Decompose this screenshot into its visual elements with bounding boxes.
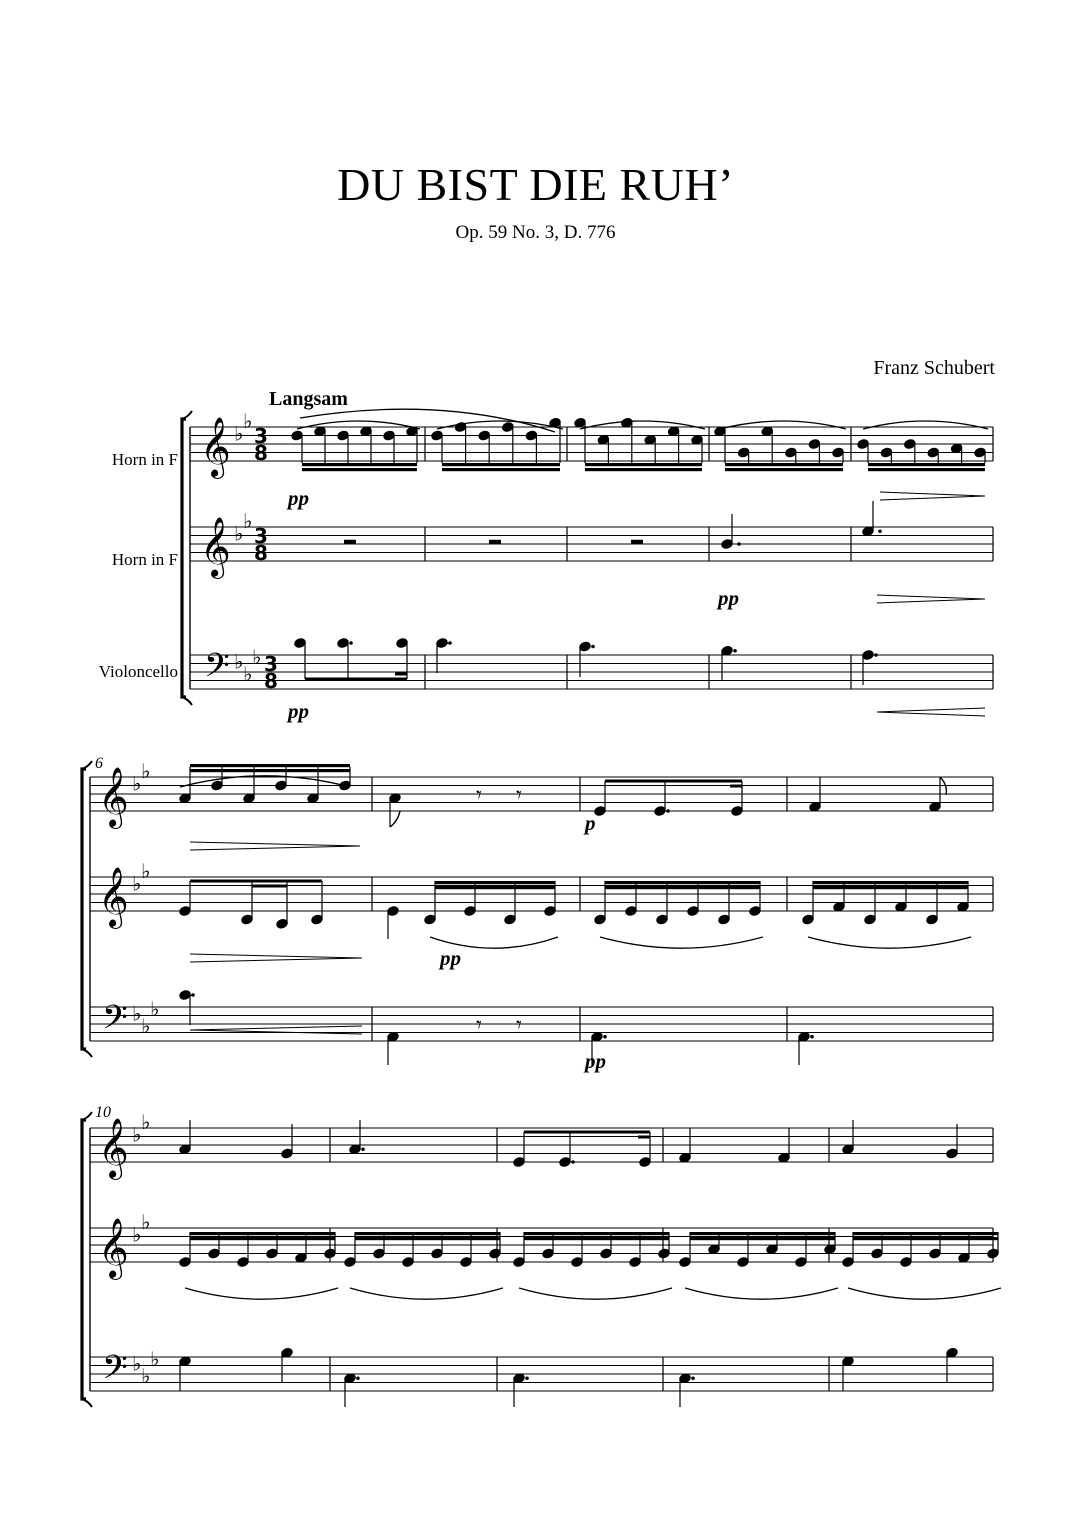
eighth-rest: 𝄾 <box>516 1013 522 1038</box>
note-head <box>880 447 892 458</box>
phrase-slur <box>300 409 555 432</box>
beam <box>355 1237 500 1240</box>
slur <box>863 421 988 429</box>
note-head <box>396 638 408 649</box>
time-sig-top: 3 <box>254 424 268 448</box>
flat-sign: ♭ <box>141 1110 151 1134</box>
note-head <box>900 1257 912 1268</box>
augmentation-dot <box>810 1035 814 1039</box>
eighth-rest: 𝄾 <box>476 1013 482 1038</box>
dynamic-pp: pp <box>585 1049 606 1073</box>
note-head <box>460 1257 472 1268</box>
note-head <box>478 430 490 441</box>
flat-sign: ♭ <box>234 421 244 446</box>
hairpin <box>190 842 360 846</box>
dynamic-pp: pp <box>288 699 309 723</box>
hairpin <box>190 954 362 958</box>
beam <box>524 1237 669 1240</box>
tempo-marking: Langsam <box>269 388 348 410</box>
note-head <box>926 914 938 925</box>
eighth-rest: 𝄾 <box>516 783 522 808</box>
beam <box>302 468 417 471</box>
slur <box>185 1288 338 1299</box>
beam <box>725 463 843 466</box>
note-head <box>679 1257 691 1268</box>
flat-sign: ♭ <box>243 509 253 533</box>
beam <box>868 468 985 471</box>
augmentation-dot <box>591 645 595 649</box>
measure-rest <box>344 540 356 544</box>
note-head <box>654 806 666 817</box>
augmentation-dot <box>878 529 882 533</box>
slur <box>600 937 763 948</box>
note-head <box>687 906 699 917</box>
augmentation-dot <box>356 1376 360 1380</box>
beam <box>690 1237 835 1240</box>
time-sig-top: 3 <box>254 524 268 548</box>
note-head <box>311 914 323 925</box>
composer-name: Franz Schubert <box>873 357 995 379</box>
augmentation-dot <box>603 1035 607 1039</box>
bracket-hook <box>82 1049 92 1057</box>
dynamic-pp: pp <box>288 486 309 510</box>
note-head <box>281 1148 293 1159</box>
slur <box>720 421 846 429</box>
note-head <box>862 650 874 661</box>
note-head <box>387 906 399 917</box>
note-head <box>731 806 743 817</box>
hairpin <box>880 492 985 496</box>
note-head <box>431 1248 443 1259</box>
hairpin <box>880 496 985 500</box>
flat-sign: ♭ <box>141 859 151 883</box>
note-head <box>179 906 191 917</box>
treble-clef: 𝄞 <box>98 1118 129 1178</box>
note-head <box>424 914 436 925</box>
note-head <box>629 1257 641 1268</box>
note-head <box>275 780 287 791</box>
beam <box>442 463 560 466</box>
hairpin <box>877 595 985 599</box>
note-head <box>489 1248 501 1259</box>
beam <box>585 468 702 471</box>
note-head <box>241 914 253 925</box>
note-head <box>464 906 476 917</box>
treble-clef: 𝄞 <box>200 417 231 477</box>
note-head <box>639 1157 651 1168</box>
note-head <box>864 914 876 925</box>
time-sig-bottom: 8 <box>254 441 268 465</box>
note-head <box>718 914 730 925</box>
note-head <box>502 422 514 433</box>
note-head <box>504 914 516 925</box>
treble-clef: 𝄞 <box>98 867 129 927</box>
flat-sign: ♭ <box>234 649 244 674</box>
flat-sign: ♭ <box>132 1351 142 1376</box>
flat-sign: ♭ <box>132 871 142 896</box>
flat-sign: ♭ <box>243 409 253 433</box>
measure-number-6: 6 <box>95 755 103 772</box>
instrument-label-horn-2: Horn in F <box>111 550 178 569</box>
augmentation-dot <box>666 809 670 813</box>
flat-sign: ♭ <box>150 997 160 1021</box>
note-head <box>594 806 606 817</box>
note-head <box>542 1248 554 1259</box>
slur <box>519 1288 672 1299</box>
hairpin <box>190 958 362 962</box>
hairpin <box>877 712 985 716</box>
note-head <box>721 539 733 550</box>
augmentation-dot <box>737 542 741 546</box>
note-head <box>179 1257 191 1268</box>
note-head <box>337 638 349 649</box>
score-subtitle: Op. 59 No. 3, D. 776 <box>455 222 616 243</box>
bass-clef: 𝄢 <box>102 1349 128 1395</box>
system-bracket <box>82 1120 86 1399</box>
flat-sign: ♭ <box>132 1001 142 1026</box>
beam <box>302 463 417 466</box>
eighth-rest: 𝄾 <box>476 783 482 808</box>
bracket-hook <box>82 1399 92 1407</box>
note-head <box>324 1248 336 1259</box>
note-head <box>625 906 637 917</box>
time-sig-bottom: 8 <box>264 669 278 693</box>
note-head <box>927 447 939 458</box>
flat-sign: ♭ <box>234 521 244 546</box>
hairpin <box>190 846 360 850</box>
augmentation-dot <box>349 641 353 645</box>
bass-clef: 𝄢 <box>204 647 230 693</box>
beam <box>435 881 555 884</box>
beam <box>813 881 968 884</box>
note-head <box>842 1257 854 1268</box>
note-head <box>871 1248 883 1259</box>
note-head <box>658 1248 670 1259</box>
note-head <box>266 1248 278 1259</box>
note-head <box>987 1248 999 1259</box>
bracket-hook <box>182 697 192 705</box>
flat-sign: ♭ <box>132 1122 142 1147</box>
note-head <box>344 1257 356 1268</box>
time-sig-top: 3 <box>264 652 278 676</box>
note-head <box>785 447 797 458</box>
note-head <box>802 914 814 925</box>
note-head <box>291 430 303 441</box>
beam <box>853 1232 998 1235</box>
beam <box>690 1232 835 1235</box>
dynamic-pp: pp <box>718 586 739 610</box>
slur <box>350 1288 503 1299</box>
bass-clef: 𝄢 <box>102 999 128 1045</box>
beam <box>868 463 985 466</box>
note-head <box>211 780 223 791</box>
note-head <box>579 641 591 652</box>
flat-sign: ♭ <box>150 1347 160 1371</box>
bracket-hook <box>82 761 92 769</box>
note-head <box>929 1248 941 1259</box>
slur <box>848 1288 1001 1299</box>
note-head <box>337 430 349 441</box>
augmentation-dot <box>361 1147 365 1151</box>
flat-sign: ♭ <box>141 1364 151 1388</box>
augmentation-dot <box>571 1160 575 1164</box>
flat-sign: ♭ <box>252 645 262 669</box>
note-head <box>808 439 820 450</box>
treble-clef: 𝄞 <box>98 1218 129 1278</box>
note-head <box>832 447 844 458</box>
note-head <box>737 447 749 458</box>
bracket-hook <box>182 411 192 419</box>
note-head <box>544 906 556 917</box>
beam <box>190 769 350 772</box>
slur <box>685 1288 838 1299</box>
system-bracket <box>82 769 86 1049</box>
note-head <box>559 1157 571 1168</box>
note-head <box>513 1157 525 1168</box>
beam <box>442 468 560 471</box>
flat-sign: ♭ <box>141 759 151 783</box>
beam <box>190 1237 335 1240</box>
augmentation-dot <box>874 653 878 657</box>
hairpin <box>877 708 985 712</box>
note-head <box>276 918 288 929</box>
note-head <box>600 1248 612 1259</box>
note-head <box>431 430 443 441</box>
hairpin <box>877 599 985 603</box>
note-head <box>373 1248 385 1259</box>
beam <box>725 468 843 471</box>
note-head <box>904 439 916 450</box>
beam <box>813 886 968 889</box>
beam <box>853 1237 998 1240</box>
time-sig-bottom: 8 <box>254 541 268 565</box>
note-head <box>656 914 668 925</box>
beam <box>435 886 555 889</box>
augmentation-dot <box>525 1376 529 1380</box>
score-title: DU BIST DIE RUH’ <box>337 159 734 210</box>
flat-sign: ♭ <box>141 1014 151 1038</box>
hairpin <box>190 1026 362 1030</box>
augmentation-dot <box>733 649 737 653</box>
treble-clef: 𝄞 <box>98 767 129 827</box>
note-head <box>402 1257 414 1268</box>
system-bracket <box>182 419 186 697</box>
note-head <box>795 1257 807 1268</box>
flat-sign: ♭ <box>132 1222 142 1247</box>
measure-number-10: 10 <box>95 1104 111 1121</box>
beam <box>585 463 702 466</box>
note-head <box>594 914 606 925</box>
measure-rest <box>631 540 643 544</box>
flag <box>390 811 400 827</box>
note-head <box>946 1148 958 1159</box>
note-head <box>525 430 537 441</box>
beam <box>190 764 350 767</box>
slur <box>808 937 971 948</box>
measure-rest <box>489 540 501 544</box>
instrument-label-violoncello: Violoncello <box>98 662 178 681</box>
note-head <box>737 1257 749 1268</box>
note-head <box>237 1257 249 1268</box>
augmentation-dot <box>691 1376 695 1380</box>
slur <box>580 421 705 429</box>
dynamic-pp: pp <box>440 946 461 970</box>
slur <box>297 421 420 429</box>
beam <box>605 881 760 884</box>
note-head <box>749 906 761 917</box>
note-head <box>383 430 395 441</box>
flat-sign: ♭ <box>243 662 253 686</box>
beam <box>190 1232 335 1235</box>
flat-sign: ♭ <box>141 1210 151 1234</box>
treble-clef: 𝄞 <box>200 517 231 577</box>
bracket-hook <box>82 1112 92 1120</box>
note-head <box>571 1257 583 1268</box>
note-head <box>208 1248 220 1259</box>
beam <box>355 1232 500 1235</box>
beam <box>524 1232 669 1235</box>
dynamic-p: p <box>585 811 596 835</box>
note-head <box>974 447 986 458</box>
instrument-label-horn-1: Horn in F <box>111 450 178 469</box>
note-head <box>857 439 869 450</box>
note-head <box>513 1257 525 1268</box>
beam <box>605 886 760 889</box>
flat-sign: ♭ <box>132 771 142 796</box>
